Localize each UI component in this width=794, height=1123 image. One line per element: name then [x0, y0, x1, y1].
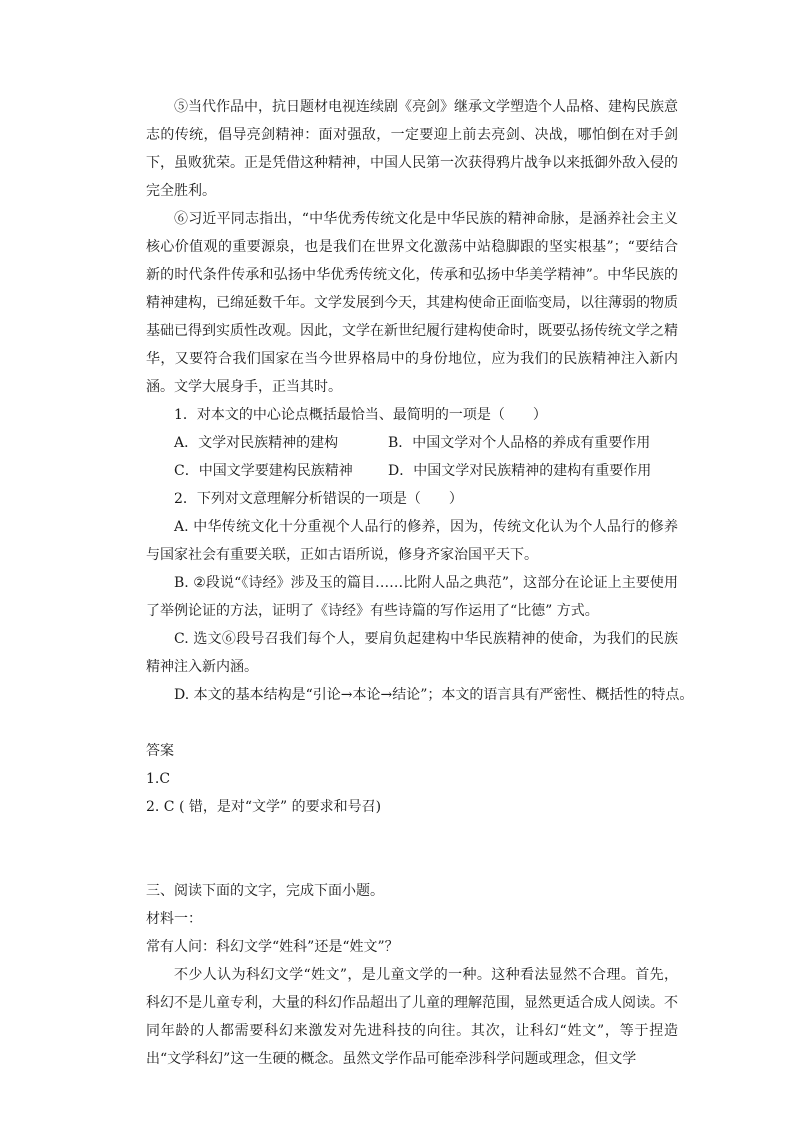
spacer	[146, 709, 678, 737]
document-content	[146, 93, 694, 1073]
material-body: 不少人认为科幻文学“姓文”，是儿童文学的一种。这种看法显然不合理。首先，科幻不是儿童专利，大量的科幻作品超出了儿童的理解范围，显然更适合成人阅读。不同年龄的人都需要科幻来激发对先进科技的向往。其次，让科幻“姓文”，等于捏造出“文学科幻”这一生硬的概念。虽然文学作品可能牵涉科学问题或理念，但文学	[146, 967, 678, 1067]
question-2	[146, 485, 694, 709]
question-2-option-b: B. ②段说“《诗经》涉及玉的篇目……比附人品之典范”，这部分在论证上主要使用了举例论证的方法，证明了《诗经》有些诗篇的写作运用了“比德” 方式。	[146, 575, 678, 619]
question-1	[146, 401, 678, 485]
question-2-option-d: D. 本文的基本结构是“引论→本论→结论”；本文的语言具有严密性、概括性的特点。	[174, 687, 694, 703]
question-1-option-c: C．中国文学要建构民族精神	[174, 463, 353, 479]
passage-paragraph-5: ⑤当代作品中，抗日题材电视连续剧《亮剑》继承文学塑造个人品格、建构民族意志的传统，倡导亮剑精神：面对强敌，一定要迎上前去亮剑、决战，哪怕倒在对手剑下，虽败犹荣。正是凭借这种精神，中国人民第一次获得鸦片战争以来抵御外敌入侵的完全胜利。	[146, 99, 678, 199]
section-3	[146, 877, 678, 1073]
question-1-option-a: A．文学对民族精神的建构	[174, 435, 339, 451]
spacer	[146, 849, 678, 877]
question-2-option-a: A. 中华传统文化十分重视个人品行的修养，因为，传统文化认为个人品行的修养与国家社会有重要关联，正如古语所说，修身齐家治国平天下。	[146, 519, 678, 563]
question-1-option-d: D．中国文学对民族精神的建构有重要作用	[388, 463, 652, 479]
question-1-option-b: B．中国文学对个人品格的养成有重要作用	[388, 435, 651, 451]
question-2-option-c: C. 选文⑥段号召我们每个人，要肩负起建构中华民族精神的使命，为我们的民族精神注入新内涵。	[146, 631, 678, 675]
answer-1: 1.C	[146, 771, 171, 787]
answer-2: 2. C ( 错，是对“文学” 的要求和号召)	[146, 799, 382, 815]
question-2-stem: 2．下列对文意理解分析错误的一项是（ ）	[174, 491, 463, 507]
passage-paragraph-6: ⑥习近平同志指出，“中华优秀传统文化是中华民族的精神命脉，是涵养社会主义核心价值观的重要源泉，也是我们在世界文化激荡中站稳脚跟的坚实根基”；“要结合新的时代条件传承和弘扬中华优秀传统文化，传承和弘扬中华美学精神”。中华民族的精神建构，已绵延数千年。文学发展到今天，其建构使命正面临变局，以往薄弱的物质基础已得到实质性改观。因此，文学在新世纪履行建构使命时，既要弘扬传统文学之精华，又要符合我们国家在当今世界格局中的身份地位，应为我们的民族精神注入新内涵。文学大展身手，正当其时。	[146, 211, 678, 395]
question-1-stem: 1．对本文的中心论点概括最恰当、最简明的一项是（ ）	[174, 407, 547, 423]
section-3-heading: 三、阅读下面的文字，完成下面小题。	[146, 883, 384, 899]
spacer	[146, 821, 678, 849]
question-1-options-row-1	[146, 429, 678, 457]
material-title: 常有人问：科幻文学“姓科”还是“姓文”？	[146, 939, 399, 955]
material-label: 材料一：	[146, 911, 202, 927]
question-1-options-row-2	[146, 457, 678, 485]
answer-section	[146, 737, 678, 821]
answer-heading: 答案	[146, 743, 174, 759]
